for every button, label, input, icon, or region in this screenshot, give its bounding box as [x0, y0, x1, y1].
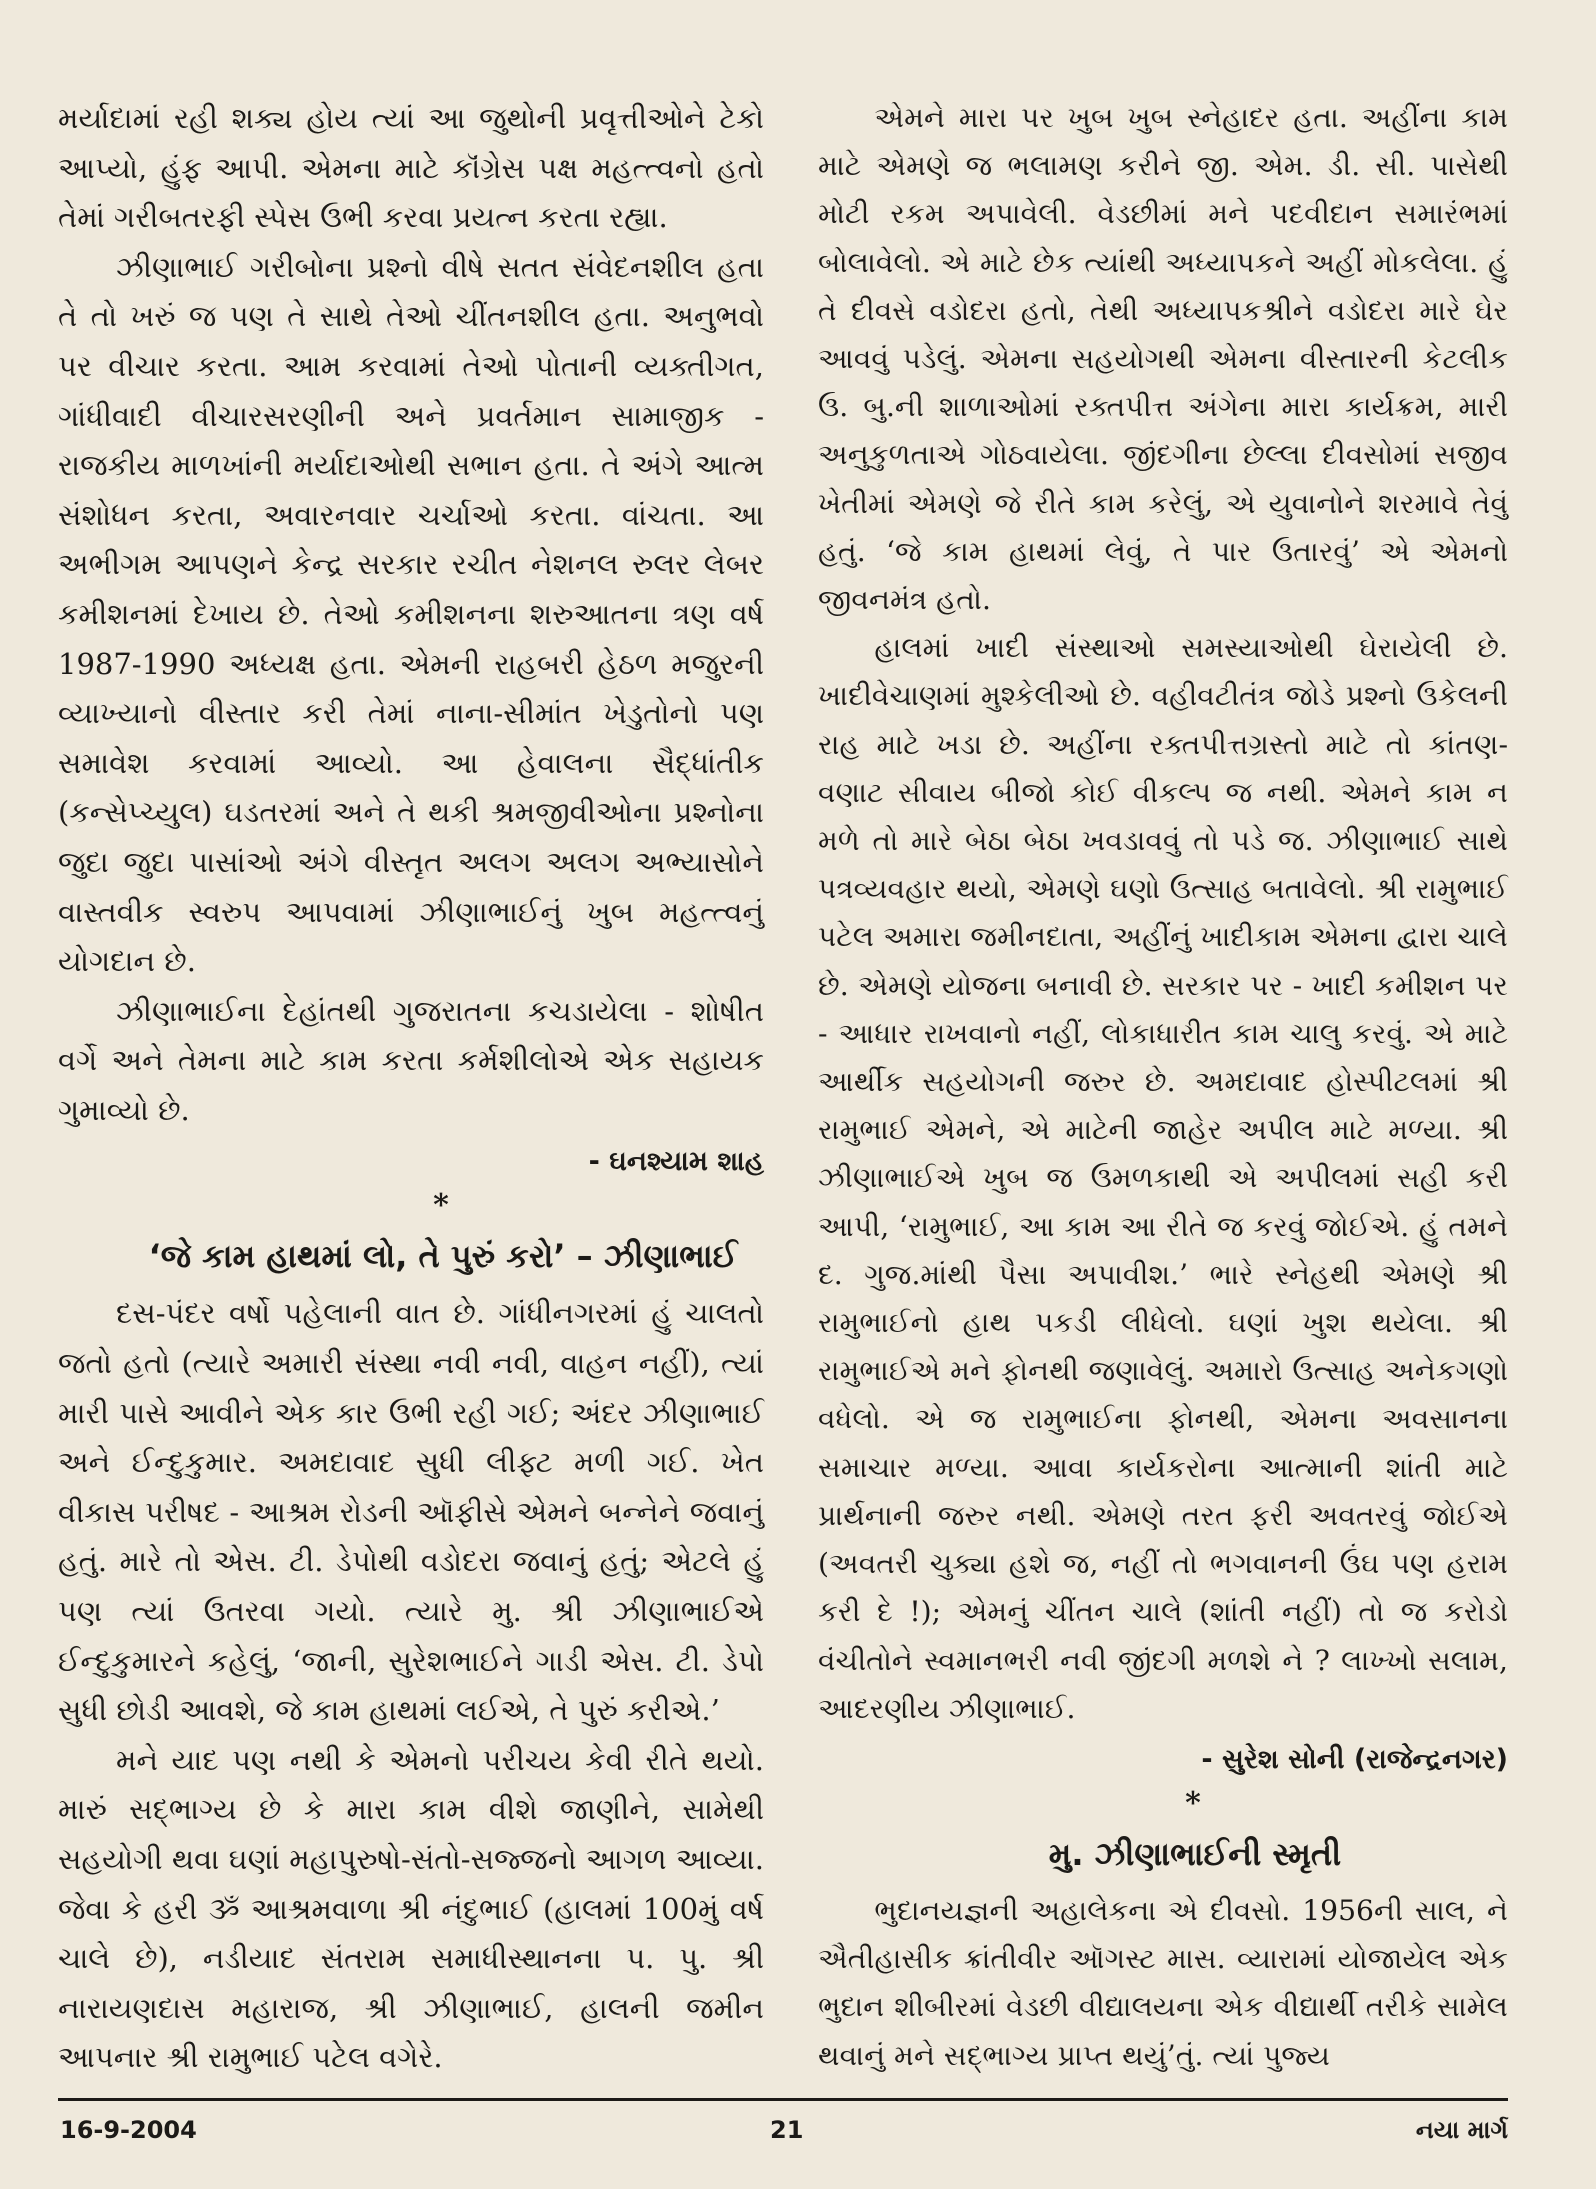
left-column	[58, 94, 764, 2083]
author-signature: - સુરેશ સોની (રાજેન્દ્રનગર)	[1201, 1743, 1508, 1775]
article-paragraph: ઝીણાભાઈના દેહાંતથી ગુજરાતના કચડાયેલા - શોષીત વર્ગે અને તેમના માટે કામ કરતા કર્મશીલોએ એક સહાયક ગુમાવ્યો છે.	[58, 993, 764, 1127]
section-separator: *	[433, 1188, 449, 1224]
article-paragraph: એમને મારા પર ખુબ ખુબ સ્નેહાદર હતા. અહીંના કામ માટે એમણે જ ભલામણ કરીને જી. એમ. ડી. સી. પાસેથી મોટી રકમ અપાવેલી. વેડછીમાં મને પદવીદાન સમારંભમાં બોલાવેલો. એ માટે છેક ત્યાંથી અધ્યાપકને અહીં મોકલેલા. હું તે દીવસે વડોદરા હતો, તેથી અધ્યાપકશ્રીને વડોદરા મારે ઘેર આવવું પડેલું. એમના સહયોગથી એમના વીસ્તારની કેટલીક ઉ. બુ.ની શાળાઓમાં રક્તપીત્ત અંગેના મારા કાર્યક્રમ, મારી અનુકુળતાએ ગોઠવાયેલા. જીંદગીના છેલ્લા દીવસોમાં સજીવ ખેતીમાં એમણે જે રીતે કામ કરેલું, એ યુવાનોને શરમાવે તેવું હતું. ‘જે કામ હાથમાં લેવું, તે પાર ઉતારવું’ એ એમનો જીવનમંત્ર હતો.	[818, 101, 1508, 617]
footer-rule	[58, 2098, 1508, 2101]
page-number: 21	[770, 2116, 804, 2144]
article-paragraph: ઝીણાભાઈ ગરીબોના પ્રશ્નો વીષે સતત સંવેદનશીલ હતા તે તો ખરું જ પણ તે સાથે તેઓ ચીંતનશીલ હતા. અનુભવો પર વીચાર કરતા. આમ કરવામાં તેઓ પોતાની વ્યક્તીગત, ગાંધીવાદી વીચારસરણીની અને પ્રવર્તમાન સામાજીક - રાજકીય માળખાંની મર્યાદાઓથી સભાન હતા. તે અંગે આત્મ સંશોધન કરતા, અવારનવાર ચર્ચાઓ કરતા. વાંચતા. આ અભીગમ આપણને કેન્દ્ર સરકાર રચીત નેશનલ રુલર લેબર કમીશનમાં દેખાય છે. તેઓ કમીશનના શરુઆતના ત્રણ વર્ષ 1987-1990 અધ્યક્ષ હતા. એમની રાહબરી હેઠળ મજુરની વ્યાખ્યાનો વીસ્તાર કરી તેમાં નાના-સીમાંત ખેડુતોનો પણ સમાવેશ કરવામાં આવ્યો. આ હેવાલના સૈદ્ધાંતીક (કન્સેપ્ચ્યુલ) ઘડતરમાં અને તે થકી શ્રમજીવીઓના પ્રશ્નોના જુદા જુદા પાસાંઓ અંગે વીસ્તૃત અલગ અલગ અભ્યાસોને વાસ્તવીક સ્વરુપ આપવામાં ઝીણાભાઈનું ખુબ મહત્ત્વનું યોગદાન છે.	[58, 249, 764, 979]
article-paragraph: ભુદાનયજ્ઞની અહાલેકના એ દીવસો. 1956ની સાલ, ને ઐતીહાસીક ક્રાંતીવીર ઑગસ્ટ માસ. વ્યારામાં યોજાયેલ એક ભુદાન શીબીરમાં વેડછી વીદ્યાલયના એક વીદ્યાર્થી તરીકે સામેલ થવાનું મને સદ્‌ભાગ્ય પ્રાપ્ત થયું’તું. ત્યાં પુજ્ય	[818, 1893, 1508, 2072]
footer-date: 16-9-2004	[60, 2116, 197, 2144]
article-paragraph: મર્યાદામાં રહી શક્ય હોય ત્યાં આ જુથોની પ્રવૃત્તીઓને ટેકો આપ્યો, હુંફ આપી. એમના માટે કૉંગ્રેસ પક્ષ મહત્ત્વનો હતો તેમાં ગરીબતરફી સ્પેસ ઉભી કરવા પ્રયત્ન કરતા રહ્યા.	[58, 101, 764, 235]
section-heading: મુ. ઝીણાભાઈની સ્મૃતી	[1048, 1834, 1342, 1873]
publication-name: નયા માર્ગ	[1415, 2116, 1508, 2144]
section-heading: ‘જે કામ હાથમાં લો, તે પુરું કરો’ – ઝીણાભાઈ	[148, 1237, 738, 1276]
article-paragraph: દસ-પંદર વર્ષો પહેલાની વાત છે. ગાંધીનગરમાં હું ચાલતો જતો હતો (ત્યારે અમારી સંસ્થા નવી નવી, વાહન નહીં), ત્યાં મારી પાસે આવીને એક કાર ઉભી રહી ગઈ; અંદર ઝીણાભાઈ અને ઈન્દુકુમાર. અમદાવાદ સુધી લીફ્ટ મળી ગઈ. ખેત વીકાસ પરીષદ - આશ્રમ રોડની ઑફીસે એમને બન્નેને જવાનું હતું. મારે તો એસ. ટી. ડેપોથી વડોદરા જવાનું હતું; એટલે હું પણ ત્યાં ઉતરવા ગયો. ત્યારે મુ. શ્રી ઝીણાભાઈએ ઈન્દુકુમારને કહેલું, ‘જાની, સુરેશભાઈને ગાડી એસ. ટી. ડેપો સુધી છોડી આવશે, જે કામ હાથમાં લઈએ, તે પુરું કરીએ.’	[58, 1296, 764, 1728]
article-paragraph: મને યાદ પણ નથી કે એમનો પરીચય કેવી રીતે થયો. મારું સદ્‌ભાગ્ય છે કે મારા કામ વીશે જાણીને, સામેથી સહયોગી થવા ઘણાં મહાપુરુષો-સંતો-સજ્જનો આગળ આવ્યા. જેવા કે હરી ૐ આશ્રમવાળા શ્રી નંદુભાઈ (હાલમાં 100મું વર્ષ ચાલે છે), નડીયાદ સંતરામ સમાધીસ્થાનના પ. પુ. શ્રી નારાયણદાસ મહારાજ, શ્રી ઝીણાભાઈ, હાલની જમીન આપનાર શ્રી રામુભાઈ પટેલ વગેરે.	[58, 1742, 764, 2075]
article-paragraph: હાલમાં ખાદી સંસ્થાઓ સમસ્યાઓથી ઘેરાયેલી છે. ખાદીવેચાણમાં મુશ્કેલીઓ છે. વહીવટીતંત્ર જોડે પ્રશ્નો ઉકેલની રાહ માટે ખડા છે. અહીંના રક્તપીત્તગ્રસ્તો માટે તો કાંતણ-વણાટ સીવાય બીજો કોઈ વીકલ્પ જ નથી. એમને કામ ન મળે તો મારે બેઠા બેઠા ખવડાવવું તો પડે જ. ઝીણાભાઈ સાથે પત્રવ્યવહાર થયો, એમણે ઘણો ઉત્સાહ બતાવેલો. શ્રી રામુભાઈ પટેલ અમારા જમીનદાતા, અહીંનું ખાદીકામ એમના દ્વારા ચાલે છે. એમણે યોજના બનાવી છે. સરકાર પર - ખાદી કમીશન પર - આધાર રાખવાનો નહીં, લોકાધારીત કામ ચાલુ કરવું. એ માટે આર્થીક સહયોગની જરુર છે. અમદાવાદ હોસ્પીટલમાં શ્રી રામુભાઈ એમને, એ માટેની જાહેર અપીલ માટે મળ્યા. શ્રી ઝીણાભાઈએ ખુબ જ ઉમળકાથી એ અપીલમાં સહી કરી આપી, ‘રામુભાઈ, આ કામ આ રીતે જ કરવું જોઈએ. હું તમને દ. ગુજ.માંથી પૈસા અપાવીશ.’ ભારે સ્નેહથી એમણે શ્રી રામુભાઈનો હાથ પકડી લીધેલો. ઘણાં ખુશ થયેલા. શ્રી રામુભાઈએ મને ફોનથી જણાવેલું. અમારો ઉત્સાહ અનેકગણો વધેલો. એ જ રામુભાઈના ફોનથી, એમના અવસાનના સમાચાર મળ્યા. આવા કાર્યકરોના આત્માની શાંતી માટે પ્રાર્થનાની જરુર નથી. એમણે તરત ફરી અવતરવું જોઈએ (અવતરી ચુક્યા હશે જ, નહીં તો ભગવાનની ઉંઘ પણ હરામ કરી દે !); એમનું ચીંતન ચાલે (શાંતી નહીં) તો જ કરોડો વંચીતોને સ્વમાનભરી નવી જીંદગી મળશે ને ? લાખ્ખો સલામ, આદરણીય ઝીણાભાઈ.	[818, 631, 1508, 1725]
right-column	[818, 94, 1508, 2080]
author-signature: - ઘનશ્યામ શાહ	[588, 1146, 764, 1178]
section-separator: *	[1185, 1785, 1201, 1821]
